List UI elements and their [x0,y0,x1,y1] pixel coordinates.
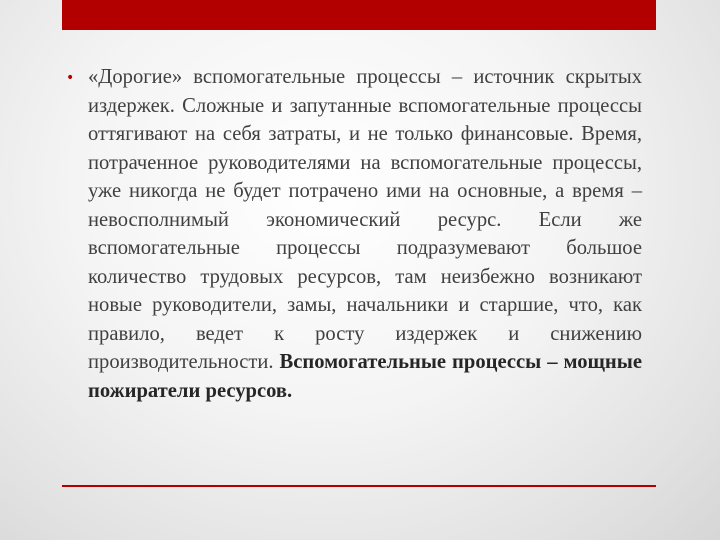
bullet-text-bold: Вспомогательные процессы – мощные пожиратели ресурсов. [88,351,642,402]
bullet-paragraph [88,63,642,405]
header-accent-bar [62,0,656,30]
slide-content [66,63,642,405]
bullet-item [66,63,642,405]
bullet-text-regular: «Дорогие» вспомогательные процессы – источник скрытых издержек. Сложные и запутанные вспомогательные процессы оттягивают на себя затраты, и не только финансовые. Время, потраченное руководителями на вспомогательные процессы, уже никогда не будет потрачено ими на основные, а время – невосполнимый экономический ресурс. Если же вспомогательные процессы подразумевают большое количество трудовых ресурсов, там неизбежно возникают новые руководители, замы, начальники и старшие, что, как правило, ведет к росту издержек и снижению производительности. [88,66,642,373]
bullet-dot-icon: • [66,70,75,86]
footer-divider-line [62,485,656,487]
